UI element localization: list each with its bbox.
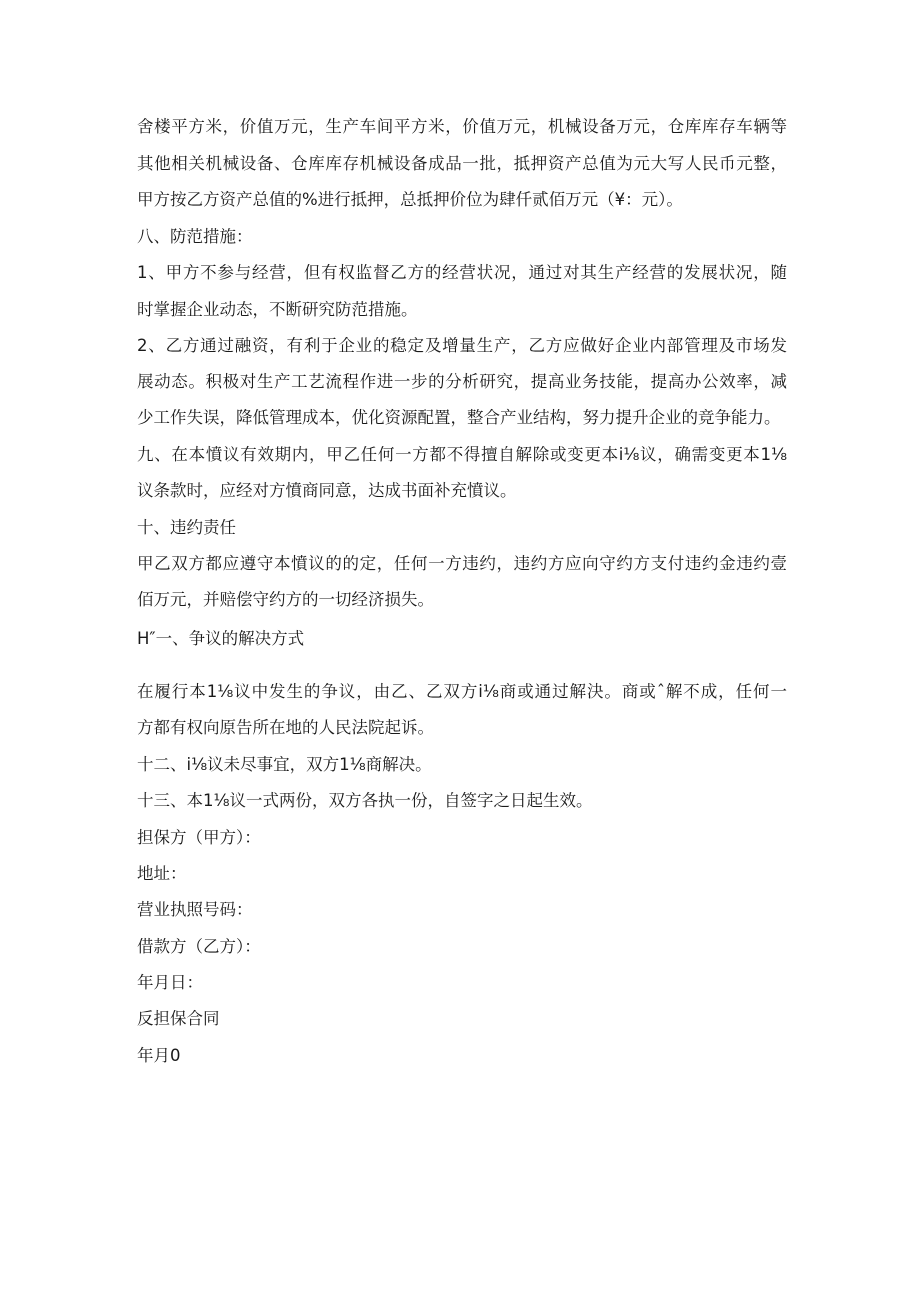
paragraph-line: 在履行本1⅛议中发生的争议，由乙、乙双方i⅛商或通过解決。商或ˆ解不成，任何一 bbox=[137, 682, 787, 701]
signature-field-date: 年月日： bbox=[137, 973, 203, 992]
paragraph-line: 议条款时，应经对方憤商同意，达成书面补充憤议。 bbox=[137, 481, 517, 500]
signature-field-borrower: 借款方（乙方）： bbox=[137, 937, 261, 956]
signature-field-guarantor: 担保方（甲方）： bbox=[137, 828, 261, 847]
paragraph-line: 佰万元，并赔偿守约方的一切经济损失。 bbox=[137, 590, 434, 609]
section-heading: 八、防范措施： bbox=[137, 227, 253, 246]
paragraph-line: 时掌握企业动态，不断研究防范措施。 bbox=[137, 300, 418, 319]
signature-field-address: 地址： bbox=[137, 864, 187, 883]
paragraph-line: 1、甲方不参与经营，但有权监督乙方的经营状况，通过对其生产经营的发展状况，随 bbox=[137, 263, 787, 282]
signature-field-license-number: 营业执照号码： bbox=[137, 900, 253, 919]
section-heading: 十、违约责任 bbox=[137, 518, 236, 537]
paragraph-line: 少工作失误，降低管理成本，优化资源配置，整合产业结构，努力提升企业的竞争能力。 bbox=[137, 408, 781, 427]
paragraph-line: 甲方按乙方资产总值的%进行抵押，总抵押价位为肆仟贰佰万元（¥：元）。 bbox=[137, 190, 683, 209]
paragraph-line: 展动态。积极对生产工艺流程作进一步的分析研究，提高业务技能，提高办公效率，减 bbox=[137, 372, 787, 391]
paragraph-line: 甲乙双方都应遵守本憤议的的定，任何一方违约，违约方应向守约方支付违约金违约壹 bbox=[137, 554, 787, 573]
paragraph-line: 十二、i⅛议未尽事宜，双方1⅛商解决。 bbox=[137, 755, 432, 774]
date-line: 年月0 bbox=[137, 1046, 181, 1065]
section-heading: H″一、争议的解决方式 bbox=[137, 629, 305, 648]
paragraph-line: 2、乙方通过融资，有利于企业的稳定及增量生产，乙方应做好企业内部管理及市场发 bbox=[137, 336, 787, 355]
paragraph-line: 舍楼平方米，价值万元，生产车间平方米，价值万元，机械设备万元，仓库库存车辆等 bbox=[137, 117, 787, 136]
paragraph-line: 十三、本1⅛议一式两份，双方各执一份，自签字之日起生效。 bbox=[137, 791, 593, 810]
paragraph-line: 九、在本憤议有效期内，甲乙任何一方都不得擅自解除或变更本i⅛议，确需变更本1⅛ bbox=[137, 445, 787, 464]
paragraph-line: 方都有权向原告所在地的人民法院起诉。 bbox=[137, 718, 434, 737]
document-title-counter-guarantee: 反担保合同 bbox=[137, 1009, 220, 1028]
paragraph-line: 其他相关机械设备、仓库库存机械设备成品一批，抵押资产总值为元大写人民币元整， bbox=[137, 154, 787, 173]
